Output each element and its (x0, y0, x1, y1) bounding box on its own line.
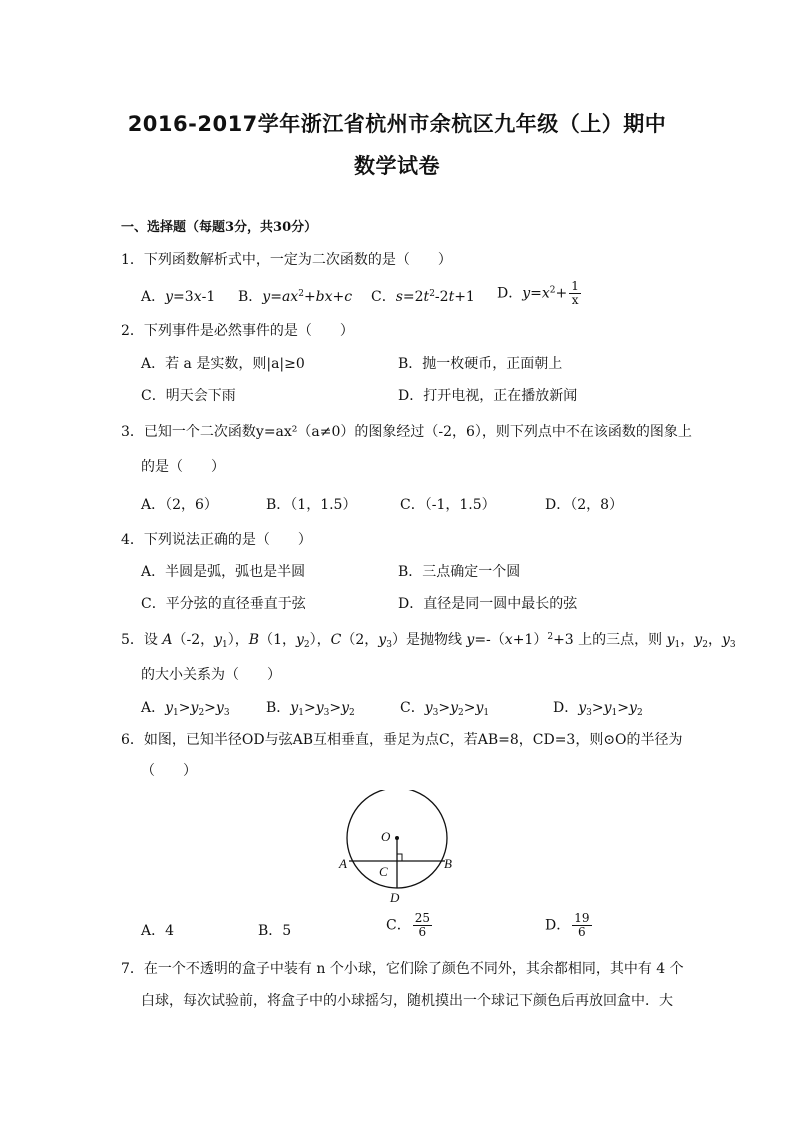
question-1-stem: 1．下列函数解析式中，一定为二次函数的是（ ） (121, 252, 452, 268)
q6-option-c: C． $\frac{25}{6}$ (386, 911, 430, 939)
label-a: A (339, 856, 347, 871)
question-7-line1: 7．在一个不透明的盒子中装有 n 个小球，它们除了颜色不同外，其余都相同，其中有 4 个 (121, 961, 684, 977)
q6-option-a: A．4 (141, 923, 175, 939)
question-2-stem: 2．下列事件是必然事件的是（ ） (121, 323, 354, 339)
q6-c-fraction: $\frac{25}{6}$ (414, 911, 430, 939)
q1-option-b: B．$y=ax^2+bx+c$ (238, 289, 353, 305)
q1-option-c: C．$s=2t^2-2t+1$ (371, 289, 475, 305)
circle-figure (330, 790, 470, 910)
q4-option-d: D．直径是同一圆中最长的弦 (398, 596, 578, 612)
q5-option-c: C．$y_3>y_2>y_1$ (400, 700, 490, 718)
q3-option-a: A．（2，6） (141, 497, 218, 513)
label-b: B (444, 856, 452, 871)
q1-option-a: A．y=3x-1 (141, 289, 216, 305)
q6-option-b: B．5 (258, 923, 292, 939)
q2-option-c: C．明天会下雨 (141, 388, 236, 404)
label-c: C (379, 864, 388, 879)
question-7-line2: 白球，每次试验前，将盒子中的小球摇匀，随机摸出一个球记下颜色后再放回盒中．大 (141, 993, 673, 1009)
q6-d-fraction: $\frac{19}{6}$ (574, 911, 590, 939)
q4-option-c: C．平分弦的直径垂直于弦 (141, 596, 306, 612)
q3-option-b: B．（1，1.5） (266, 497, 357, 513)
q2-option-a: A．若 a 是实数，则|a|≥0 (141, 356, 305, 372)
q5-option-a: A．$y_1>y_2>y_3$ (141, 700, 230, 718)
q1-fraction: $\frac{1}{x}$ (571, 279, 579, 307)
question-5-stem-cont: 的大小关系为（ ） (141, 667, 281, 683)
q5-option-d: D．$y_3>y_1>y_2$ (553, 700, 643, 718)
section-heading: 一、选择题（每题3分，共30分） (121, 220, 318, 235)
exam-title-line2: 数学试卷 (354, 154, 440, 178)
q3-option-c: C．（-1，1.5） (400, 497, 496, 513)
q4-option-b: B．三点确定一个圆 (398, 564, 521, 580)
right-angle-mark (397, 854, 402, 861)
question-5-stem: 5．设 A（-2，$y_1$），B（1，$y_2$），C（2，$y_3$）是抛物线 $y=-(x+1)^2+3$ 上的三点，则 $y_1$，$y_2$，$y_3$ (121, 632, 736, 650)
q2-option-b: B．抛一枚硬币，正面朝上 (398, 356, 563, 372)
q3-option-d: D．（2，8） (545, 497, 624, 513)
q6-option-d: D． $\frac{19}{6}$ (545, 911, 590, 939)
q5-option-b: B．$y_1>y_3>y_2$ (266, 700, 355, 718)
question-4-stem: 4．下列说法正确的是（ ） (121, 532, 312, 548)
q2-option-d: D．打开电视，正在播放新闻 (398, 388, 578, 404)
question-6-stem: 6．如图，已知半径OD与弦AB互相垂直，垂足为点C，若AB=8，CD=3，则⊙O的半径为 (121, 732, 683, 748)
question-3-stem: 3．已知一个二次函数y=ax²（a≠0）的图象经过（-2，6），则下列点中不在该函数的图象上 (121, 424, 692, 440)
label-d: D (390, 890, 400, 905)
question-3-stem-cont: 的是（ ） (141, 459, 225, 475)
label-o: O (381, 829, 391, 844)
center-point (395, 836, 399, 840)
q4-option-a: A．半圆是弧，弧也是半圆 (141, 564, 306, 580)
question-6-stem-cont: （ ） (141, 763, 197, 779)
exam-title-line1: 2016-2017学年浙江省杭州市余杭区九年级（上）期中 (127, 112, 667, 136)
q1-option-d: D．$y=x^2+$ $\frac{1}{x}$ (497, 279, 579, 307)
